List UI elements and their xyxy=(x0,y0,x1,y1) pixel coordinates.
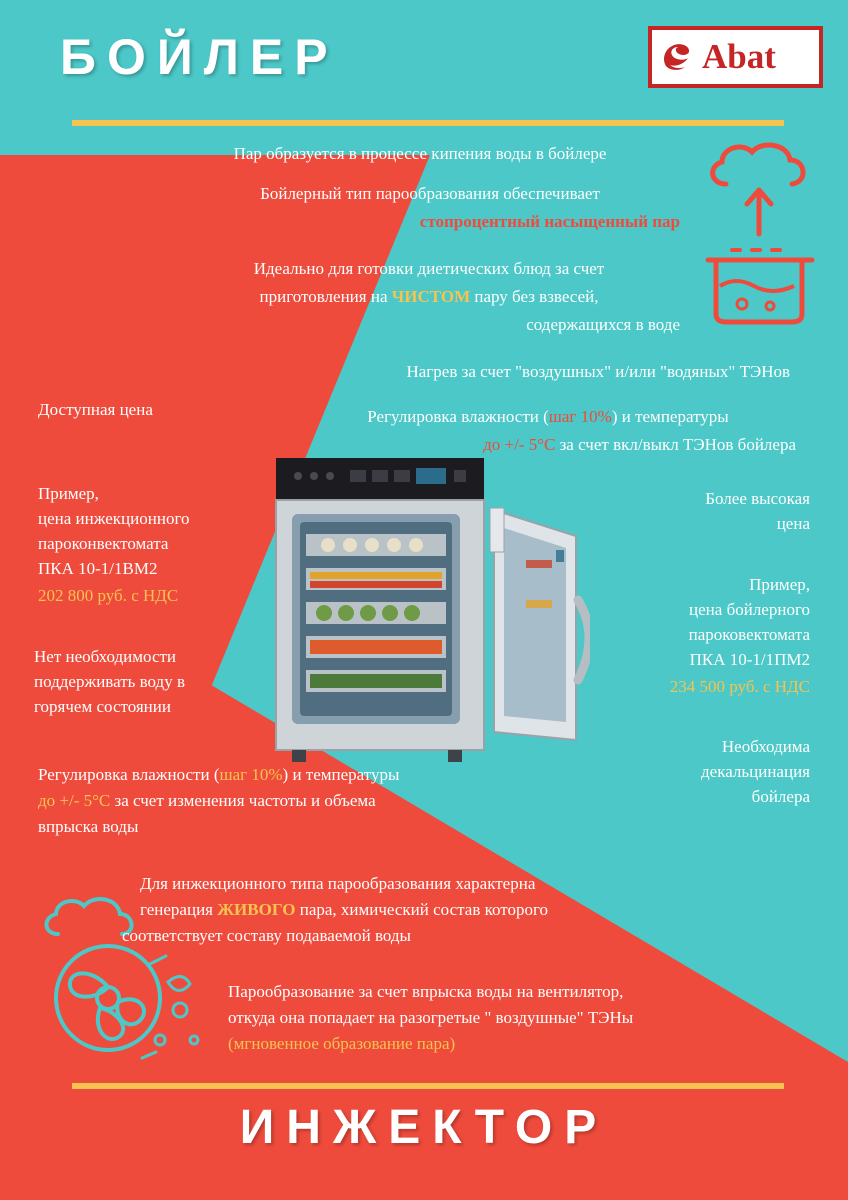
boiler-point-3-highlight: ЧИСТОМ xyxy=(391,287,471,306)
divider-top xyxy=(72,120,784,126)
right-decal-line2: декальцинация xyxy=(701,762,810,781)
boiler-point-3-post: пару без взвесей, xyxy=(470,287,599,306)
left-noneed-line1: Нет необходимости xyxy=(34,647,177,666)
left-example-line3: пароконвектомата xyxy=(38,534,169,553)
right-higher-price-line2: цена xyxy=(776,514,810,533)
injector-point-2-line2: откуда она попадает на разогретые " воздушные" ТЭНы xyxy=(228,1008,634,1027)
injector-point-2-line3: (мгновенное образование пара) xyxy=(228,1034,456,1053)
divider-bottom xyxy=(72,1083,784,1089)
left-example-price: 202 800 руб. с НДС xyxy=(38,586,179,605)
right-example-line2: цена бойлерного xyxy=(689,600,810,619)
boiler-point-1: Пар образуется в процессе кипения воды в бойлере xyxy=(233,144,607,163)
boiler-point-2-line1: Бойлерный тип парообразования обеспечивает xyxy=(260,184,600,203)
injector-point-1-post: пара, химический состав которого xyxy=(295,900,549,919)
injector-point-2-line1: Парообразование за счет впрыска воды на вентилятор, xyxy=(228,982,624,1001)
left-price-good: Доступная цена xyxy=(38,400,153,419)
boiler-point-5b-highlight: до +/- 5°C xyxy=(483,435,556,454)
boiler-point-3-pre: приготовления на xyxy=(259,287,392,306)
boiler-point-3-line2 xyxy=(178,285,680,310)
left-example-line4: ПКА 10-1/1ВМ2 xyxy=(38,559,158,578)
left-humidity2-highlight: до +/- 5°C xyxy=(38,791,111,810)
boiler-point-3-line3: содержащихся в воде xyxy=(526,315,680,334)
injector-point-1-pre: генерация xyxy=(140,900,218,919)
brand-logo-text: Abat xyxy=(702,37,776,76)
boiler-point-5-line1 xyxy=(300,405,796,430)
left-humidity-highlight: шаг 10% xyxy=(219,765,283,784)
left-example-line2: цена инжекционного xyxy=(38,509,190,528)
boiler-point-5-post: ) и температуры xyxy=(611,407,729,426)
combi-steamer-oven-photo xyxy=(258,450,590,770)
injector-point-1-line3: соответствует составу подаваемой воды xyxy=(122,926,411,945)
left-humidity-line2 xyxy=(38,789,558,814)
left-noneed-line2: поддерживать воду в xyxy=(34,672,185,691)
right-decal-line3: бойлера xyxy=(751,787,810,806)
boiler-point-3-line1: Идеально для готовки диетических блюд за счет xyxy=(253,259,605,278)
left-humidity2-post: за счет изменения частоты и объема xyxy=(110,791,376,810)
injector-point-1-highlight: ЖИВОГО xyxy=(217,900,296,919)
injector-point-1-line2 xyxy=(140,898,760,923)
right-decal-line1: Необходима xyxy=(721,737,810,756)
brand-logo xyxy=(648,26,823,88)
right-example-line1: Пример, xyxy=(749,575,810,594)
left-humidity-pre: Регулировка влажности ( xyxy=(38,765,220,784)
page-title-bottom: ИНЖЕКТОР xyxy=(239,1101,609,1154)
boiler-point-5-pre: Регулировка влажности ( xyxy=(367,407,549,426)
boiler-steam-icon xyxy=(702,138,820,328)
boiler-point-4: Нагрев за счет "воздушных" и/или "водяных" ТЭНов xyxy=(406,362,790,381)
left-example-line1: Пример, xyxy=(38,484,99,503)
left-humidity-line3: впрыска воды xyxy=(38,817,139,836)
right-example-line4: ПКА 10-1/1ПМ2 xyxy=(689,650,810,669)
right-example-line3: пароковектомата xyxy=(688,625,810,644)
boiler-point-5-highlight: шаг 10% xyxy=(548,407,612,426)
page-title-top: БОЙЛЕР xyxy=(60,29,339,85)
boiler-point-2-highlight: стопроцентный насыщенный пар xyxy=(419,212,680,231)
boiler-point-5b-post: за счет вкл/выкл ТЭНов бойлера xyxy=(555,435,796,454)
right-higher-price-line1: Более высокая xyxy=(705,489,810,508)
abat-swirl-icon xyxy=(658,36,700,78)
injector-point-1-line1: Для инжекционного типа парообразования характерна xyxy=(140,874,536,893)
left-noneed-line3: горячем состоянии xyxy=(34,697,171,716)
left-humidity-post: ) и температуры xyxy=(282,765,400,784)
right-example-price: 234 500 руб. с НДС xyxy=(669,677,810,696)
left-humidity-line1 xyxy=(38,763,558,788)
